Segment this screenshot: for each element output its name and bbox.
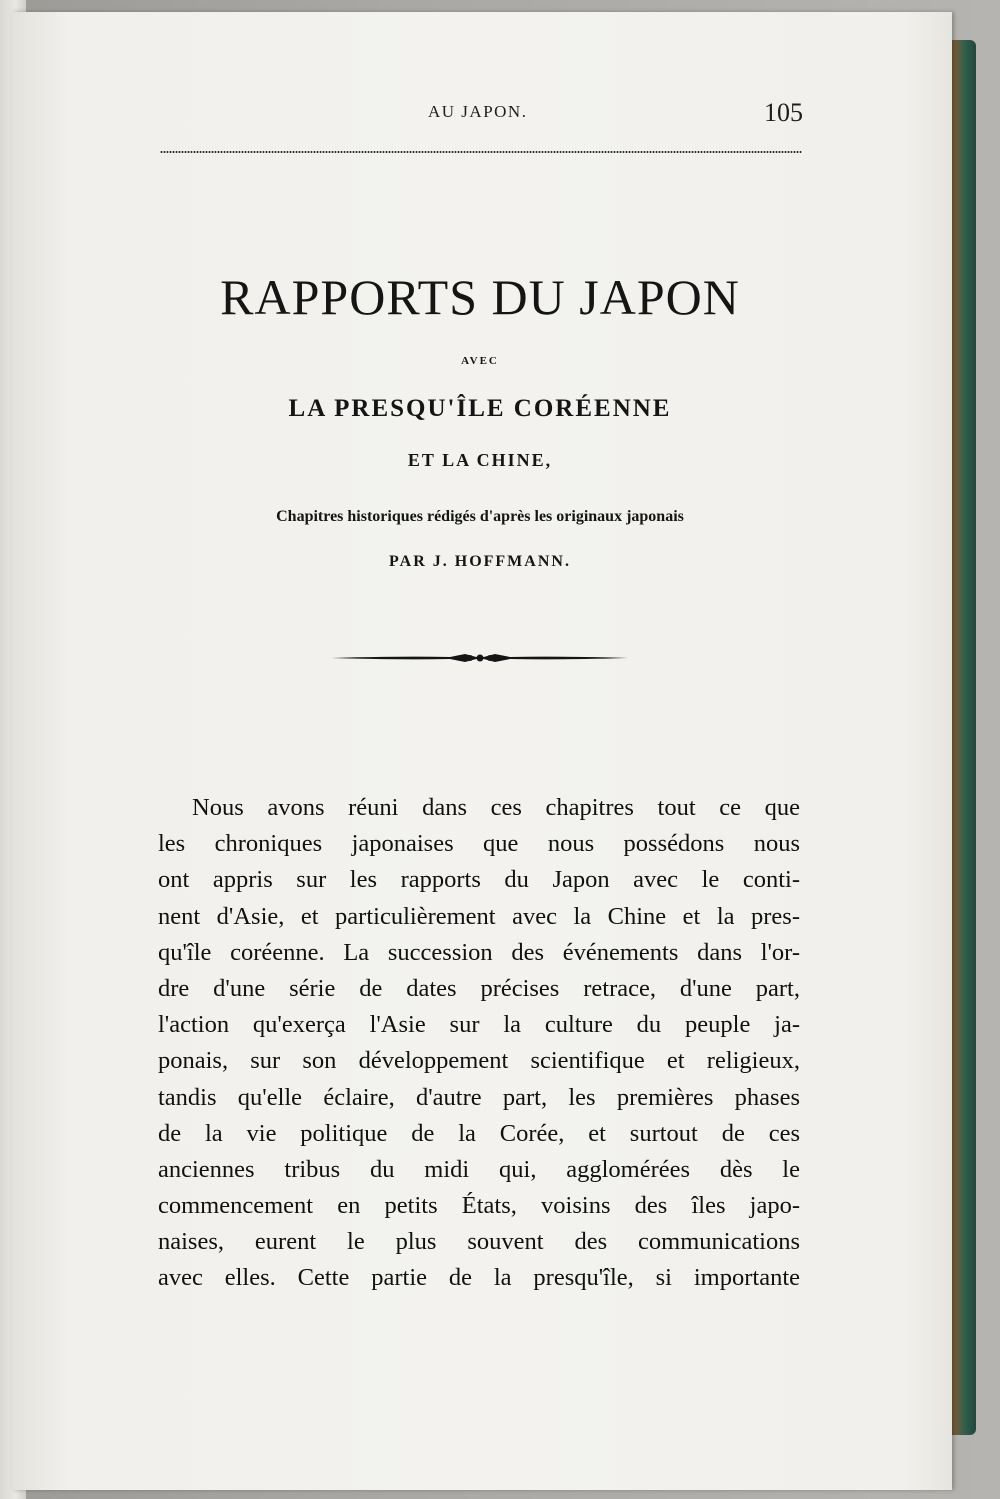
- body-line: dre d'une série de dates précises retrace, d'une part,: [158, 974, 800, 1002]
- body-line: les chroniques japonaises que nous possédons nous: [158, 830, 800, 858]
- body-line: Nous avons réuni dans ces chapitres tout ce que: [192, 794, 800, 821]
- body-line: nent d'Asie, et particulièrement avec la Chine et la pres-: [158, 902, 800, 930]
- body-line: ponais, sur son développement scientifique et religieux,: [158, 1047, 800, 1075]
- body-line: anciennes tribus du midi qui, agglomérées dès le: [158, 1155, 800, 1183]
- page-number: 105: [764, 98, 803, 127]
- chapter-subtitle-second: ET LA CHINE,: [407, 450, 553, 470]
- dotted-rule: [160, 150, 802, 154]
- body-line: tandis qu'elle éclaire, d'autre part, les premières phases: [158, 1083, 800, 1111]
- running-head: [160, 100, 805, 130]
- chapter-description: Chapitres historiques rédigés d'après les originaux japonais: [276, 508, 684, 525]
- body-line: naises, eurent le plus souvent des communications: [158, 1228, 800, 1256]
- body-line: l'action qu'exerça l'Asie sur la culture du peuple ja-: [158, 1011, 800, 1039]
- body-line: qu'île coréenne. La succession des événements dans l'or-: [158, 938, 800, 966]
- body-line: avec elles. Cette partie de la presqu'île, si importante: [158, 1264, 800, 1292]
- chapter-subtitle: LA PRESQU'ÎLE CORÉENNE: [288, 395, 672, 422]
- body-line: commencement en petits États, voisins des îles japo-: [158, 1192, 800, 1220]
- author-line: PAR J. HOFFMANN.: [389, 553, 571, 570]
- ornament-divider: [330, 648, 630, 668]
- body-line: de la vie politique de la Corée, et surtout de ces: [158, 1119, 800, 1147]
- running-title: AU JAPON.: [428, 102, 528, 121]
- body-line: ont appris sur les rapports du Japon avec le conti-: [158, 866, 800, 894]
- title-connector: AVEC: [461, 355, 499, 367]
- body-text: [158, 790, 800, 1297]
- chapter-title: RAPPORTS DU JAPON: [220, 269, 740, 325]
